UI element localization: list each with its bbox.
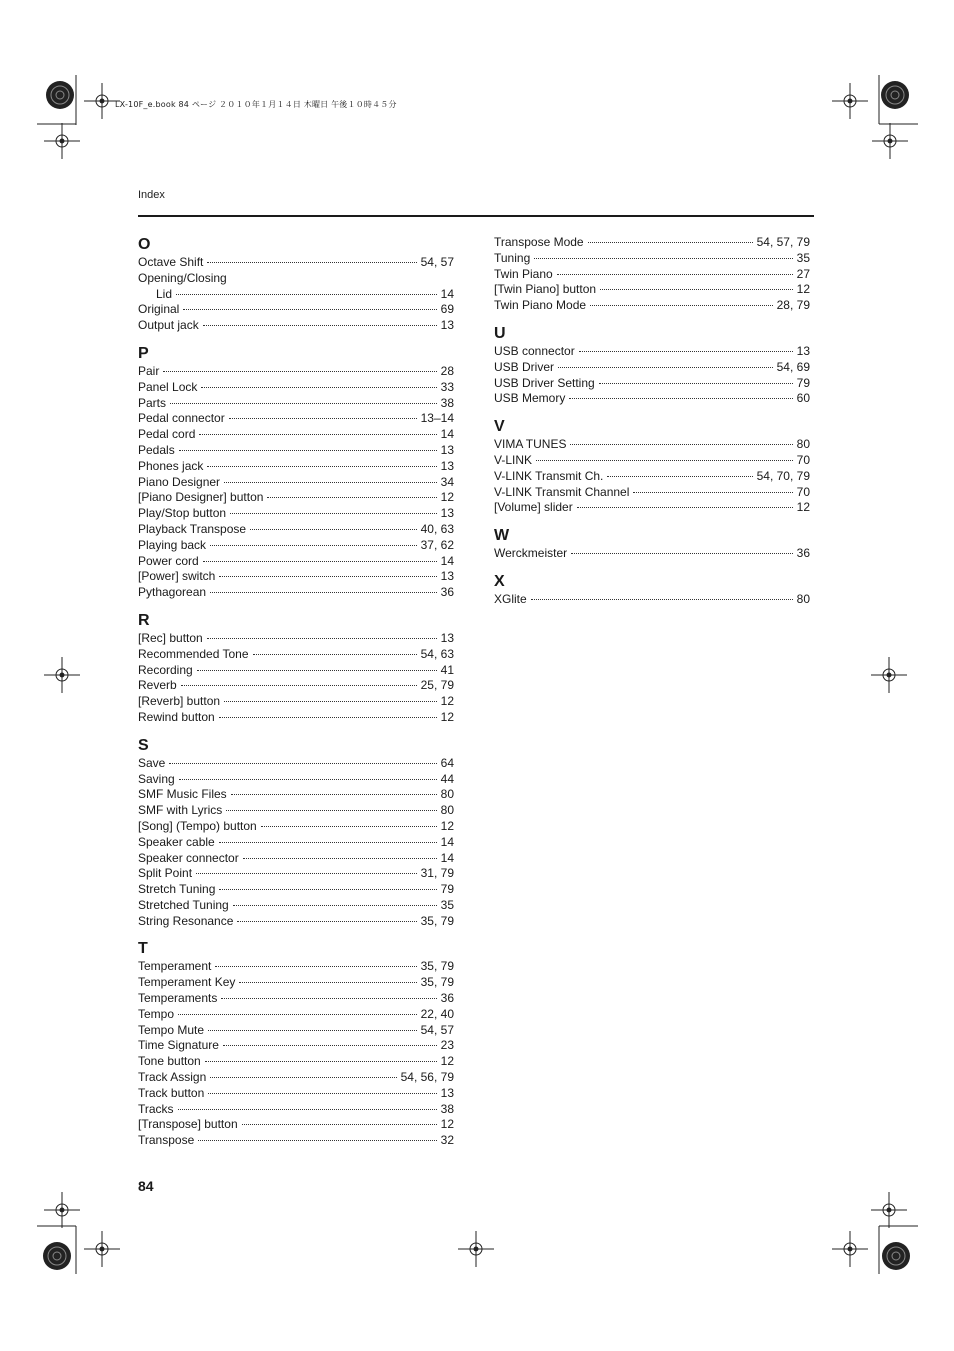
index-pages: 14 <box>440 850 454 865</box>
index-pages: 70 <box>796 452 810 467</box>
index-term: Play/Stop button <box>138 506 227 521</box>
index-pages: 36 <box>796 546 810 561</box>
index-term: Piano Designer <box>138 474 221 489</box>
index-pages: 13 <box>440 569 454 584</box>
index-pages: 13 <box>440 1085 454 1100</box>
index-pages: 12 <box>796 500 810 515</box>
index-term: Temperament <box>138 959 212 974</box>
index-term: Pedals <box>138 442 175 457</box>
index-pages: 64 <box>440 755 454 770</box>
index-term: Tracks <box>138 1101 174 1116</box>
index-term: Track Assign <box>138 1070 207 1085</box>
index-pages: 36 <box>440 585 454 600</box>
index-term: [Piano Designer] button <box>138 490 264 505</box>
index-term: XGlite <box>494 591 527 606</box>
index-pages: 79 <box>796 375 810 390</box>
index-term: V-LINK Transmit Ch. <box>494 468 604 483</box>
index-pages: 54, 57 <box>420 255 454 269</box>
index-term: Split Point <box>138 866 193 881</box>
index-term: Parts <box>138 395 167 410</box>
index-letter-heading: P <box>138 344 149 362</box>
index-pages: 35, 79 <box>420 959 454 974</box>
index-pages: 13 <box>440 458 454 473</box>
index-term: Pair <box>138 363 160 378</box>
index-pages: 13–14 <box>420 411 454 426</box>
index-term: Playing back <box>138 537 207 552</box>
index-term: Playback Transpose <box>138 521 247 536</box>
index-pages: 44 <box>440 771 454 786</box>
index-pages: 23 <box>440 1038 454 1053</box>
index-pages: 54, 69 <box>776 359 810 374</box>
index-term: [Power] switch <box>138 569 216 584</box>
index-term: Output jack <box>138 318 199 333</box>
index-term: Pedal cord <box>138 427 196 442</box>
index-term: Lid <box>156 286 173 301</box>
index-pages: 54, 63 <box>420 646 454 661</box>
index-letter-heading: S <box>138 736 149 754</box>
index-pages: 35, 79 <box>420 913 454 928</box>
index-pages: 27 <box>796 266 810 281</box>
index-term: Tempo Mute <box>138 1022 205 1037</box>
index-pages: 54, 57 <box>420 1022 454 1037</box>
index-term: Twin Piano <box>494 266 553 281</box>
index-term: SMF Music Files <box>138 787 227 802</box>
print-header: LX-10F_e.book 84 ページ ２０１０年１月１４日 木曜日 午後１０時４５分 <box>115 100 397 109</box>
index-pages: 14 <box>440 834 454 849</box>
index-pages: 25, 79 <box>420 678 454 693</box>
index-term: Power cord <box>138 553 199 568</box>
index-term: Tuning <box>494 250 531 265</box>
index-pages: 54, 56, 79 <box>400 1070 454 1085</box>
index-term: Opening/Closing <box>138 270 227 285</box>
index-term: [Rec] button <box>138 630 203 645</box>
index-pages: 34 <box>440 474 454 489</box>
index-letter-heading: W <box>494 527 510 545</box>
index-term: [Twin Piano] button <box>494 282 597 297</box>
index-term: USB Driver <box>494 359 555 374</box>
index-pages: 28 <box>440 363 454 378</box>
index-pages: 12 <box>440 1054 454 1069</box>
index-pages: 80 <box>796 591 810 606</box>
index-term: Speaker cable <box>138 834 215 849</box>
index-pages: 40, 63 <box>420 521 454 536</box>
index-term: Transpose <box>138 1133 195 1148</box>
index-pages: 35 <box>440 897 454 912</box>
index-term: Saving <box>138 771 175 786</box>
index-pages: 12 <box>796 282 810 297</box>
index-pages: 80 <box>440 787 454 802</box>
index-term: Track button <box>138 1085 205 1100</box>
index-pages: 35 <box>796 250 810 265</box>
page-number: 84 <box>138 1178 154 1194</box>
index-term: SMF with Lyrics <box>138 803 223 818</box>
index-pages: 31, 79 <box>420 866 454 881</box>
index-term: Panel Lock <box>138 379 198 394</box>
index-pages: 13 <box>440 506 454 521</box>
index-letter-heading: X <box>494 572 505 590</box>
section-label: Index <box>138 189 165 201</box>
index-term: Tempo <box>138 1006 175 1021</box>
index-term: Stretch Tuning <box>138 882 216 897</box>
index-pages: 12 <box>440 490 454 505</box>
index-term: V-LINK <box>494 452 533 467</box>
index-pages: 70 <box>796 484 810 499</box>
index-letter-heading: U <box>494 324 506 342</box>
index-letter-heading: T <box>138 940 148 958</box>
index-term: Twin Piano Mode <box>494 298 587 313</box>
index-term: [Volume] slider <box>494 500 573 515</box>
index-pages: 79 <box>440 882 454 897</box>
index-term: Werckmeister <box>494 546 568 561</box>
index-pages: 12 <box>440 818 454 833</box>
index-term: Pedal connector <box>138 411 225 426</box>
index-letter-heading: O <box>138 236 151 253</box>
index-term: Stretched Tuning <box>138 897 229 912</box>
index-pages: 69 <box>440 302 454 317</box>
index-pages: 13 <box>440 442 454 457</box>
index-pages: 14 <box>440 286 454 301</box>
index-pages: 12 <box>440 709 454 724</box>
index-pages: 38 <box>440 395 454 410</box>
index-term: Temperaments <box>138 991 218 1006</box>
index-term: Rewind button <box>138 709 215 724</box>
index-letter-heading: R <box>138 611 150 629</box>
index-term: Time Signature <box>138 1038 219 1053</box>
index-pages: 22, 40 <box>420 1006 454 1021</box>
index-term: Original <box>138 302 180 317</box>
index-term: Save <box>138 755 166 770</box>
index-term: Recommended Tone <box>138 646 249 661</box>
index-pages: 60 <box>796 391 810 406</box>
index-term: [Transpose] button <box>138 1117 238 1132</box>
index-term: [Reverb] button <box>138 694 221 709</box>
index-pages: 37, 62 <box>420 537 454 552</box>
index-pages: 12 <box>440 694 454 709</box>
index-pages: 80 <box>440 803 454 818</box>
index-term: Phones jack <box>138 458 204 473</box>
index-term: USB Memory <box>494 391 566 406</box>
index-term: Pythagorean <box>138 585 207 600</box>
index-term: V-LINK Transmit Channel <box>494 484 630 499</box>
index-pages: 12 <box>440 1117 454 1132</box>
index-pages: 41 <box>440 662 454 677</box>
index-term: Recording <box>138 662 193 677</box>
index-pages: 33 <box>440 379 454 394</box>
index-pages: 14 <box>440 427 454 442</box>
index-term: VIMA TUNES <box>494 437 567 452</box>
index-term: Transpose Mode <box>494 235 584 249</box>
index-term: Tone button <box>138 1054 201 1069</box>
index-pages: 35, 79 <box>420 975 454 990</box>
index-term: [Song] (Tempo) button <box>138 818 257 833</box>
index-pages: 13 <box>440 318 454 333</box>
index-pages: 13 <box>796 343 810 358</box>
index-term: USB connector <box>494 343 575 358</box>
index-pages: 28, 79 <box>776 298 810 313</box>
index-pages: 38 <box>440 1101 454 1116</box>
index-pages: 36 <box>440 991 454 1006</box>
index-pages: 14 <box>440 553 454 568</box>
index-pages: 13 <box>440 630 454 645</box>
index-pages: 32 <box>440 1133 454 1148</box>
index-pages: 54, 70, 79 <box>756 468 810 483</box>
index-term: Speaker connector <box>138 850 239 865</box>
index-letter-heading: V <box>494 418 505 436</box>
index-term: Reverb <box>138 678 177 693</box>
index-term: Octave Shift <box>138 255 204 269</box>
index-pages: 80 <box>796 437 810 452</box>
index-term: Temperament Key <box>138 975 236 990</box>
index-pages: 54, 57, 79 <box>756 235 810 249</box>
index-term: USB Driver Setting <box>494 375 595 390</box>
index-term: String Resonance <box>138 913 234 928</box>
